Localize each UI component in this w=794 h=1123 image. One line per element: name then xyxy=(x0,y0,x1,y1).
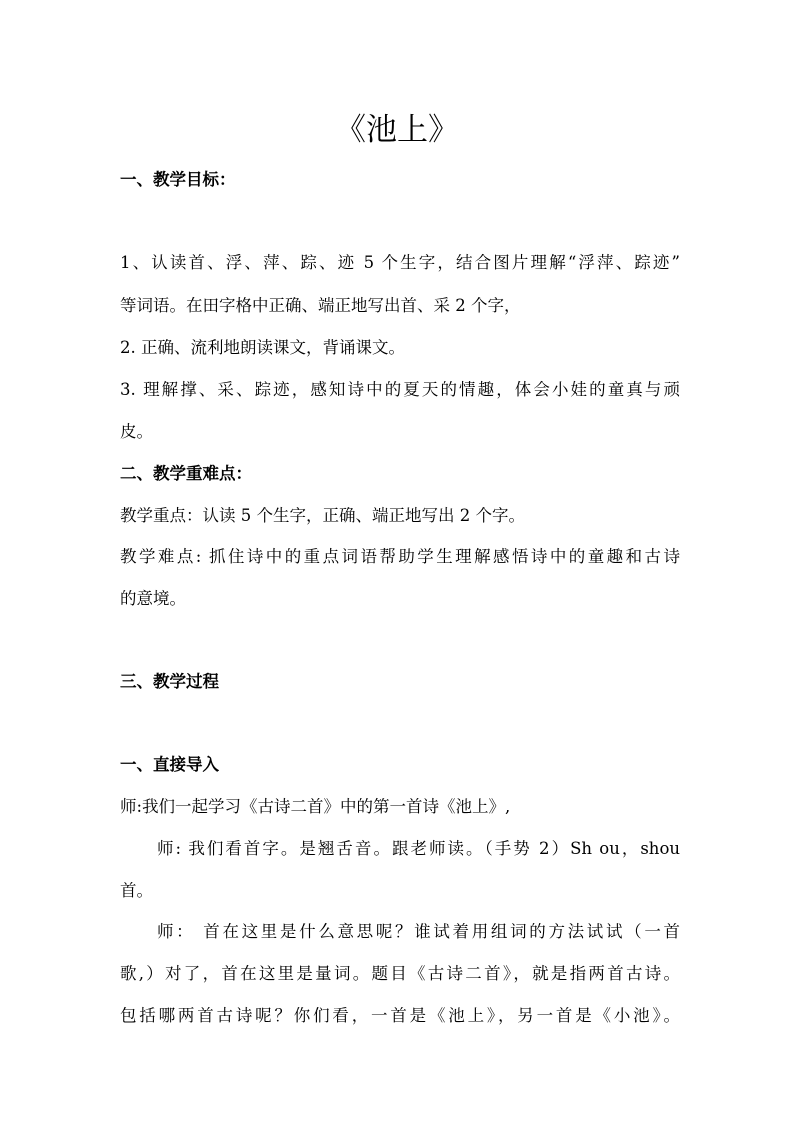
paragraph-line: 2. 正确、流利地朗读课文，背诵课文。 xyxy=(120,338,405,357)
paragraph-line: 包括哪两首古诗呢？你们看，一首是《池上》，另一首是《小池》。 xyxy=(120,1006,680,1025)
paragraph-line: 的意境。 xyxy=(120,589,186,608)
paragraph-line: 等词语。在田字格中正确、端正地写出首、采 2 个字， xyxy=(120,296,521,315)
paragraph-line: 皮。 xyxy=(120,422,153,441)
document-title: 《池上》 xyxy=(335,112,459,148)
section-heading-process: 三、教学过程 xyxy=(120,672,219,691)
paragraph-line: 首。 xyxy=(120,881,153,900)
paragraph-line: 1、认读首、浮、萍、踪、迹 5 个生字，结合图片理解“浮萍、踪迹” xyxy=(120,253,680,272)
paragraph-line: 歌,）对了，首在这里是量词。题目《古诗二首》，就是指两首古诗。 xyxy=(120,964,680,983)
section-heading-objectives: 一、教学目标： xyxy=(120,170,236,189)
paragraph-line: 师: 我们看首字。是翘舌音。跟老师读。（手势 2）Sh ou，shou xyxy=(157,839,680,858)
paragraph-line: 师： 首在这里是什么意思呢？谁试着用组词的方法试试（一首 xyxy=(157,922,680,941)
section-heading-key-points: 二、教学重难点： xyxy=(120,464,252,483)
paragraph-line: 3. 理解撑、采、踪迹，感知诗中的夏天的情趣，体会小娃的童真与顽 xyxy=(120,380,680,399)
paragraph-line: 教学重点：认读 5 个生字，正确、端正地写出 2 个字。 xyxy=(120,506,525,525)
subsection-heading-intro: 一、直接导入 xyxy=(120,755,219,774)
paragraph-line: 师:我们一起学习《古诗二首》中的第一首诗《池上》, xyxy=(120,797,511,816)
paragraph-line: 教学难点: 抓住诗中的重点词语帮助学生理解感悟诗中的童趣和古诗 xyxy=(120,547,680,566)
